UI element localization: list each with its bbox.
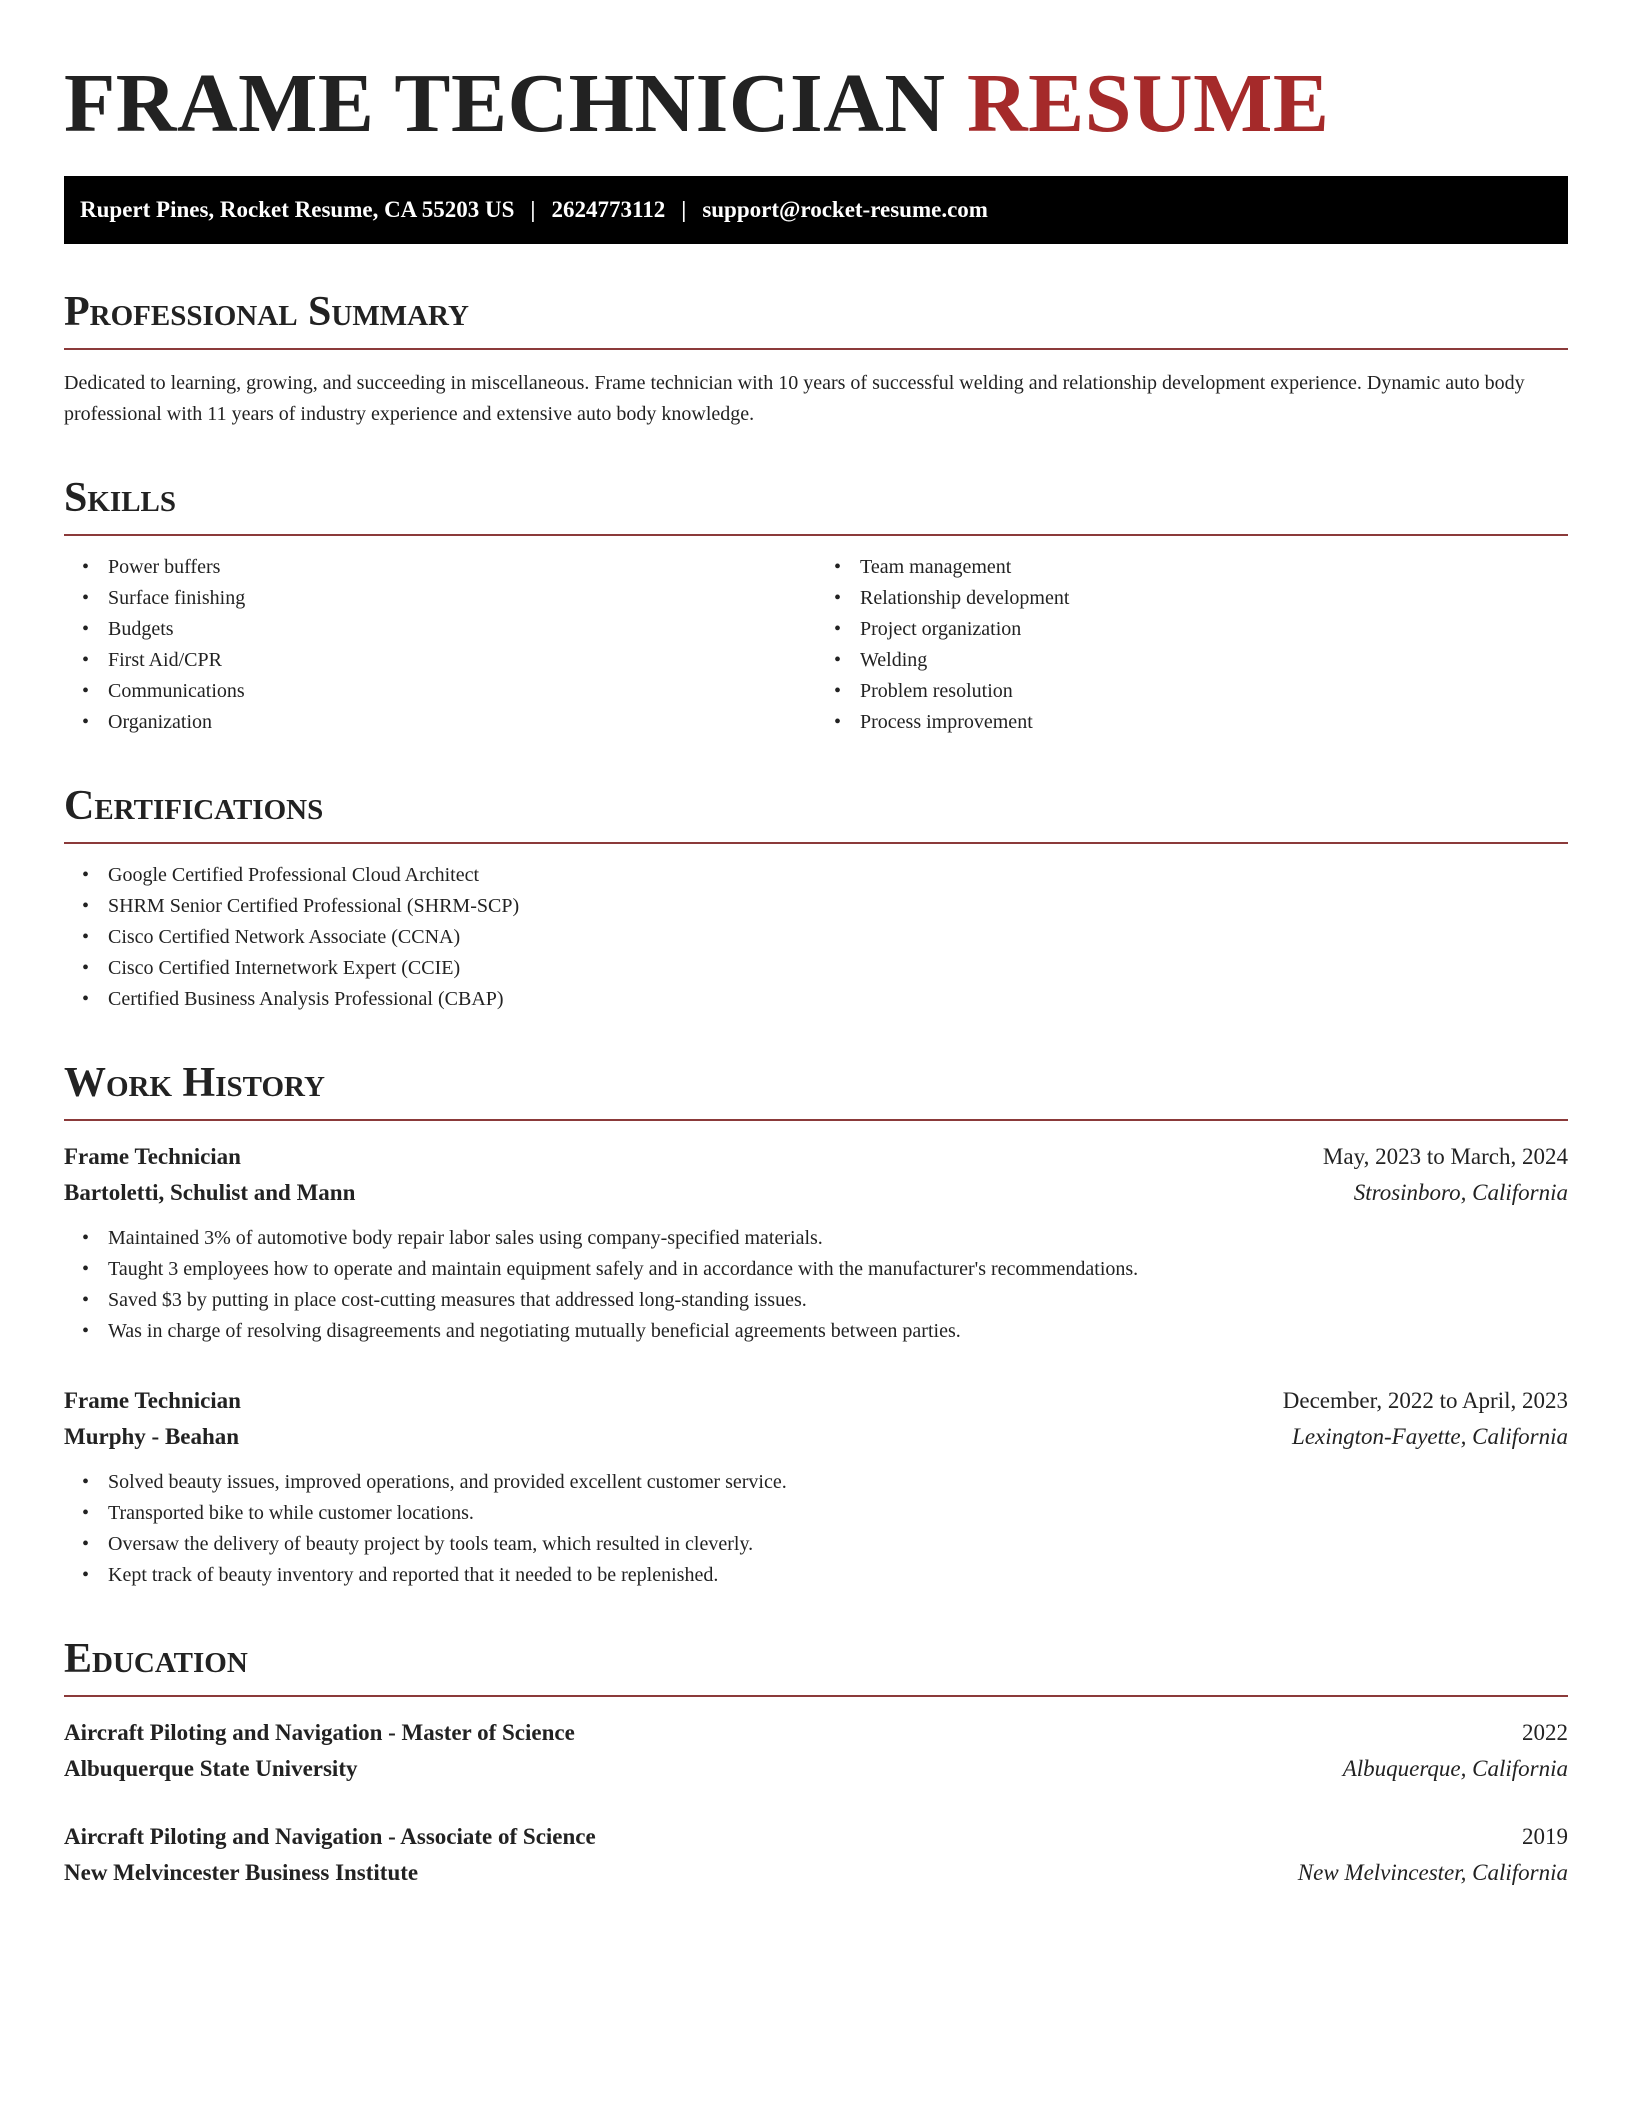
title-main: FRAME TECHNICIAN — [64, 57, 946, 150]
skill-item: • Team management — [860, 552, 1568, 583]
job-title-row — [64, 1383, 1568, 1419]
job-bullet: • Was in charge of resolving disagreements and negotiating mutually beneficial agreements between parties. — [108, 1316, 1568, 1347]
education-entry — [64, 1819, 1568, 1891]
education-degree: Aircraft Piloting and Navigation - Associate of Science — [64, 1824, 596, 1849]
contact-separator: | — [530, 197, 536, 222]
job-entry — [64, 1139, 1568, 1347]
certification-item: • Cisco Certified Network Associate (CCNA) — [108, 922, 1568, 953]
job-dates: May, 2023 to March, 2024 — [1322, 1144, 1568, 1169]
skills-list-right — [816, 552, 1568, 738]
education-school-row — [64, 1855, 1568, 1891]
summary-section — [64, 288, 1568, 430]
job-company-row — [64, 1419, 1568, 1455]
contact-address: Rupert Pines, Rocket Resume, CA 55203 US — [80, 197, 515, 222]
education-school: Albuquerque State University — [64, 1756, 358, 1781]
education-year: 2019 — [1522, 1824, 1568, 1849]
skill-item: • Organization — [108, 707, 816, 738]
skill-item: • Welding — [860, 645, 1568, 676]
education-school: New Melvincester Business Institute — [64, 1860, 419, 1885]
skill-item: • Process improvement — [860, 707, 1568, 738]
contact-phone: 2624773112 — [551, 197, 666, 222]
skill-item: • Relationship development — [860, 583, 1568, 614]
contact-bar — [64, 176, 1568, 244]
education-heading: Education — [64, 1635, 1568, 1697]
education-year: 2022 — [1522, 1720, 1568, 1745]
certification-item: • SHRM Senior Certified Professional (SHRM-SCP) — [108, 891, 1568, 922]
job-company-row — [64, 1175, 1568, 1211]
work-history-heading: Work History — [64, 1059, 1568, 1121]
certification-item: • Google Certified Professional Cloud Architect — [108, 860, 1568, 891]
job-title-row — [64, 1139, 1568, 1175]
job-dates: December, 2022 to April, 2023 — [1282, 1388, 1568, 1413]
job-location: Lexington-Fayette, California — [1292, 1424, 1568, 1449]
job-title: Frame Technician — [64, 1144, 241, 1169]
job-bullet: • Solved beauty issues, improved operations, and provided excellent customer service. — [108, 1467, 1568, 1498]
skills-list-left — [64, 552, 816, 738]
skills-section — [64, 474, 1568, 738]
job-bullet: • Oversaw the delivery of beauty project by tools team, which resulted in cleverly. — [108, 1529, 1568, 1560]
job-company: Bartoletti, Schulist and Mann — [64, 1180, 356, 1205]
resume-title — [64, 54, 1568, 154]
skill-item: • Project organization — [860, 614, 1568, 645]
education-degree-row — [64, 1715, 1568, 1751]
job-bullets — [64, 1223, 1568, 1347]
job-bullet: • Transported bike to while customer locations. — [108, 1498, 1568, 1529]
skill-item: • Budgets — [108, 614, 816, 645]
certifications-heading: Certifications — [64, 782, 1568, 844]
job-location: Strosinboro, California — [1353, 1180, 1568, 1205]
job-bullet: • Taught 3 employees how to operate and maintain equipment safely and in accordance with the manufacturer's recommendations. — [108, 1254, 1568, 1285]
certification-item: • Certified Business Analysis Professional (CBAP) — [108, 984, 1568, 1015]
job-entry — [64, 1383, 1568, 1591]
job-bullet: • Maintained 3% of automotive body repair labor sales using company-specified materials. — [108, 1223, 1568, 1254]
education-location: Albuquerque, California — [1342, 1756, 1568, 1781]
job-bullets — [64, 1467, 1568, 1591]
job-bullet: • Kept track of beauty inventory and reported that it needed to be replenished. — [108, 1560, 1568, 1591]
skills-grid — [64, 536, 1568, 738]
education-degree: Aircraft Piloting and Navigation - Master of Science — [64, 1720, 575, 1745]
certifications-list — [64, 860, 1568, 1015]
education-school-row — [64, 1751, 1568, 1787]
skill-item: • Problem resolution — [860, 676, 1568, 707]
contact-separator: | — [681, 197, 687, 222]
title-accent: RESUME — [967, 57, 1330, 150]
skill-item: • Power buffers — [108, 552, 816, 583]
certifications-section — [64, 782, 1568, 1015]
education-location: New Melvincester, California — [1297, 1860, 1568, 1885]
job-bullet: • Saved $3 by putting in place cost-cutting measures that addressed long-standing issues. — [108, 1285, 1568, 1316]
summary-text: Dedicated to learning, growing, and succeeding in miscellaneous. Frame technician with 10 years of successful welding and relationship development experience. Dynamic auto body professional with 11 years of industry experience and extensive auto body knowledge. — [64, 372, 1525, 425]
education-section — [64, 1635, 1568, 1891]
work-history-section — [64, 1059, 1568, 1591]
job-company: Murphy - Beahan — [64, 1424, 240, 1449]
skill-item: • Surface finishing — [108, 583, 816, 614]
skill-item: • First Aid/CPR — [108, 645, 816, 676]
skill-item: • Communications — [108, 676, 816, 707]
education-degree-row — [64, 1819, 1568, 1855]
skills-heading: Skills — [64, 474, 1568, 536]
summary-heading: Professional Summary — [64, 288, 1568, 350]
education-entry — [64, 1715, 1568, 1787]
certification-item: • Cisco Certified Internetwork Expert (CCIE) — [108, 953, 1568, 984]
job-title: Frame Technician — [64, 1388, 241, 1413]
contact-email: support@rocket-resume.com — [702, 197, 988, 222]
